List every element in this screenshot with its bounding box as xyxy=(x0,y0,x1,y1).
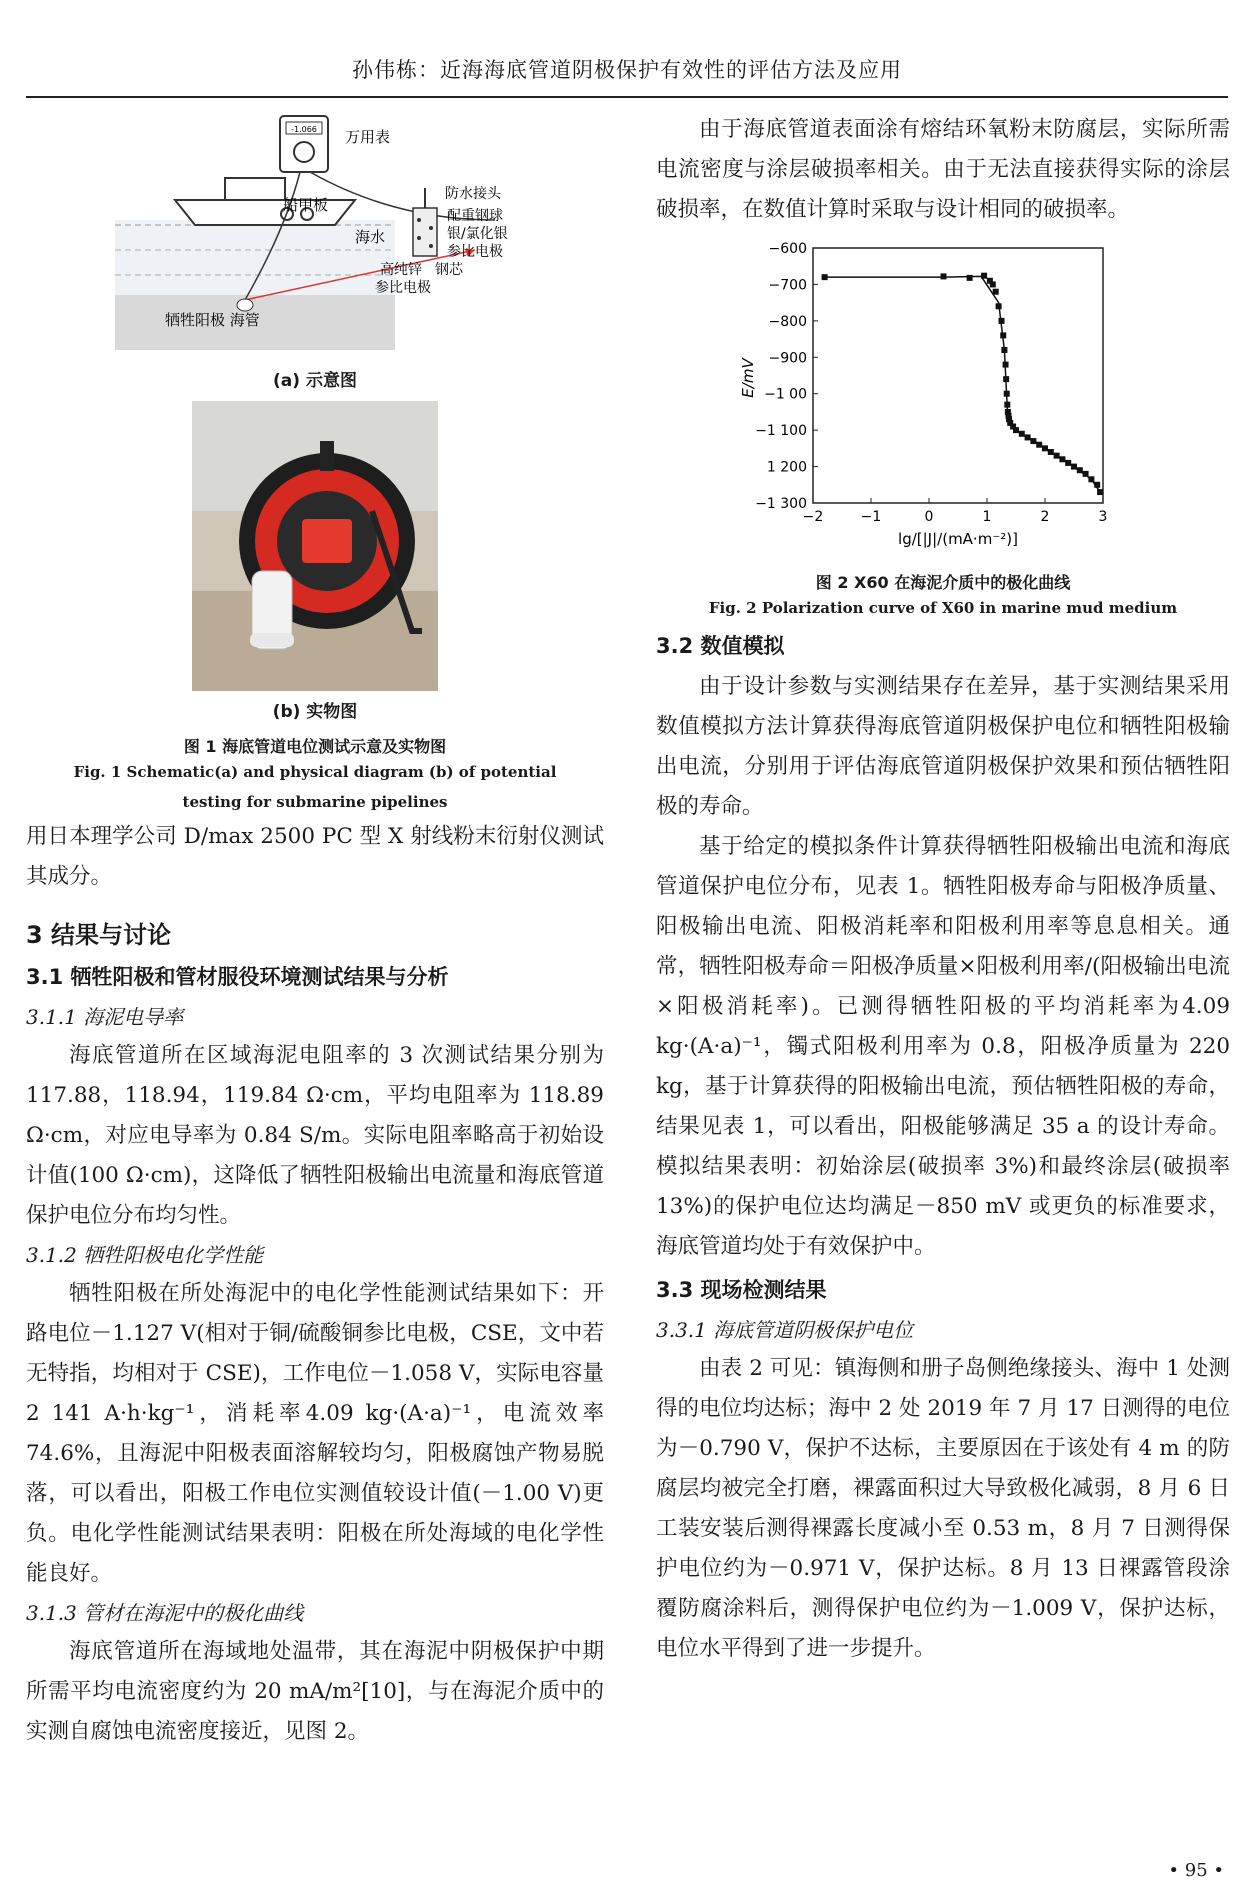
paragraph-coating: 由于海底管道表面涂有熔结环氧粉末防腐层，实际所需电流密度与涂层破损率相关。由于无法直接获得实际的涂层破损率，在数值计算时采取与设计相同的破损率。 xyxy=(656,117,1230,222)
figure1-caption-cn: 图 1 海底管道电位测试示意及实物图 xyxy=(183,737,447,756)
figure1-caption-en-2: testing for submarine pipelines xyxy=(182,793,448,811)
x-tick-label: −1 xyxy=(860,509,882,525)
polarization-line xyxy=(825,276,1101,492)
data-point xyxy=(941,273,947,279)
figure1-caption-en-1: Fig. 1 Schematic(a) and physical diagram (b) of potential xyxy=(73,763,557,781)
x-tick-label: −2 xyxy=(802,509,824,525)
x-tick-label: 2 xyxy=(1040,509,1050,525)
data-point xyxy=(1042,445,1048,451)
data-point xyxy=(1004,402,1010,408)
data-point xyxy=(1077,467,1083,473)
right-column xyxy=(656,110,1230,1669)
y-tick-label: −900 xyxy=(768,350,807,367)
label-seawater: 海水 xyxy=(355,228,386,246)
schematic-diagram xyxy=(55,110,575,360)
subcaption-b: (b) 实物图 xyxy=(272,702,358,722)
data-point xyxy=(999,318,1005,324)
label-agcl: 银/氯化银 xyxy=(447,226,508,242)
label-multimeter: 万用表 xyxy=(345,128,391,146)
y-tick-label: −1 100 xyxy=(755,423,807,440)
photo-cable-reel xyxy=(192,401,438,691)
data-point xyxy=(1048,449,1054,455)
data-point xyxy=(967,275,973,281)
label-ballast: 配重钢球 xyxy=(447,208,503,224)
header-rule xyxy=(26,96,1228,98)
data-point xyxy=(1054,453,1060,459)
data-point xyxy=(993,289,999,295)
figure2-caption-cn: 图 2 X60 在海泥介质中的极化曲线 xyxy=(815,573,1071,592)
paragraph-3-3-1: 由表 2 可见：镇海侧和册子岛侧绝缘接头、海中 1 处测得的电位均达标；海中 2 处 2019 年 7 月 17 日测得的电位为－0.790 V，保护不达标，主要原因在于该处有 4 m 的防腐层均被完全打磨，裸露面积过大导致极化减弱，8 月 6 日工装安装后测得裸露长度减小至 0.53 m，8 月 7 日测得保护电位约为－0.971 V，保护达标。8 月 13 日裸露管段涂覆防腐涂料后，测得保护电位约为－1.009 V，保护达标，电位水平得到了进一步提升。 xyxy=(656,1356,1230,1661)
section-3-1-1-heading: 3.1.1 海泥电导率 xyxy=(26,1005,184,1029)
data-point xyxy=(1094,482,1100,488)
y-tick-label: −1 00 xyxy=(764,386,807,403)
label-deck: 船甲板 xyxy=(283,196,329,214)
section-3-3-1-heading: 3.3.1 海底管道阴极保护电位 xyxy=(656,1318,914,1342)
label-zinc: 高纯锌 xyxy=(380,262,422,278)
x-tick-label: 0 xyxy=(924,509,934,525)
data-point xyxy=(1059,456,1065,462)
label-ref-electrode: 参比电极 xyxy=(447,244,503,260)
data-point xyxy=(1030,438,1036,444)
paragraph-3-1-2: 牺牲阳极在所处海泥中的电化学性能测试结果如下：开路电位－1.127 V(相对于铜/硫酸铜参比电极，CSE，文中若无特指，均相对于 CSE)，工作电位－1.058 V，实际电容量 2 141 A·h·kg⁻¹，消耗率4.09 kg·(A·a)⁻¹，电流效率 74.6%，且海泥中阳极表面溶解较均匀，阳极腐蚀产物易脱落，可以看出，阳极工作电位实测值较设计值(－1.00 V)更负。电化学性能测试结果表明：阳极在所处海域的电化学性能良好。 xyxy=(26,1281,604,1586)
data-point xyxy=(1001,347,1007,353)
x-axis-label: lg/[|J|/(mA·m⁻²)] xyxy=(898,530,1018,548)
section-3-1-3-heading: 3.1.3 管材在海泥中的极化曲线 xyxy=(26,1601,304,1625)
section-3-heading: 3 结果与讨论 xyxy=(26,921,172,949)
data-point xyxy=(822,274,828,280)
paragraph-continued: 用日本理学公司 D/max 2500 PC 型 X 射线粉末衍射仪测试其成分。 xyxy=(26,824,604,889)
data-point xyxy=(1025,434,1031,440)
y-axis-label: E/mV xyxy=(739,358,757,398)
plot-frame xyxy=(813,248,1103,503)
x-tick-label: 3 xyxy=(1098,509,1108,525)
multimeter-display: -1.066 xyxy=(291,125,317,134)
x-tick-label: 1 xyxy=(982,509,992,525)
figure-2 xyxy=(656,238,1230,623)
y-tick-label: −600 xyxy=(768,241,807,257)
left-column xyxy=(26,110,604,1752)
label-waterproof: 防水接头 xyxy=(445,186,501,202)
subcaption-a: (a) 示意图 xyxy=(273,371,357,391)
paragraph-3-1-3: 海底管道所在海域地处温带，其在海泥中阴极保护中期所需平均电流密度约为 20 mA/m²[10]，与在海泥介质中的实测自腐蚀电流密度接近，见图 2。 xyxy=(26,1639,604,1744)
running-header: 孙伟栋：近海海底管道阴极保护有效性的评估方法及应用 xyxy=(352,58,902,82)
label-anode-pipe: 牺牲阳极 海管 xyxy=(165,311,260,329)
figure-1 xyxy=(26,110,604,817)
section-3-2-heading: 3.2 数值模拟 xyxy=(656,634,785,658)
data-point xyxy=(1000,332,1006,338)
data-point xyxy=(1013,427,1019,433)
data-point xyxy=(1003,362,1009,368)
paragraph-3-2-a: 由于设计参数与实测结果存在差异，基于实测结果采用数值模拟方法计算获得海底管道阴极保护电位和牺牲阳极输出电流，分别用于评估海底管道阴极保护效果和预估牺牲阳极的寿命。 xyxy=(656,674,1230,819)
label-ref-electrode-2: 参比电极 xyxy=(375,280,431,296)
data-point xyxy=(1019,431,1025,437)
data-point xyxy=(990,281,996,287)
data-point xyxy=(1004,391,1010,397)
section-3-3-heading: 3.3 现场检测结果 xyxy=(656,1278,827,1302)
data-point xyxy=(1083,471,1089,477)
label-steel-core: 钢芯 xyxy=(435,262,463,278)
data-point xyxy=(981,273,987,279)
data-point xyxy=(1097,489,1103,495)
data-point xyxy=(1065,460,1071,466)
polarization-chart xyxy=(723,238,1163,558)
data-point xyxy=(1036,442,1042,448)
data-point xyxy=(1071,464,1077,470)
figure2-caption-en: Fig. 2 Polarization curve of X60 in marine mud medium xyxy=(708,599,1178,617)
data-point xyxy=(1003,376,1009,382)
y-tick-label: −1 300 xyxy=(755,496,807,512)
y-tick-label: 1 200 xyxy=(766,459,807,476)
paragraph-3-2-b: 基于给定的模拟条件计算获得牺牲阳极输出电流和海底管道保护电位分布，见表 1。牺牲阳极寿命与阳极净质量、阳极输出电流、阳极消耗率和阳极利用率等息息相关。通常，牺牲阳极寿命＝阳极净质量×阳极利用率/(阳极输出电流×阳极消耗率)。已测得牺牲阳极的平均消耗率为4.09 kg·(A·a)⁻¹，镯式阳极利用率为 0.8，阳极净质量为 220 kg，基于计算获得的阳极输出电流，预估牺牲阳极的寿命，结果见表 1，可以看出，阳极能够满足 35 a 的设计寿命。模拟结果表明：初始涂层(破损率 3%)和最终涂层(破损率 13%)的保护电位达均满足－850 mV 或更负的标准要求，海底管道均处于有效保护中。 xyxy=(656,834,1230,1259)
data-point xyxy=(996,303,1002,309)
section-3-1-2-heading: 3.1.2 牺牲阳极电化学性能 xyxy=(26,1243,264,1267)
y-tick-label: −700 xyxy=(768,277,807,294)
section-3-1-heading: 3.1 牺牲阳极和管材服役环境测试结果与分析 xyxy=(26,965,449,989)
data-point xyxy=(1088,476,1094,482)
page-number: • 95 • xyxy=(1168,1860,1224,1881)
y-tick-label: −800 xyxy=(768,313,807,330)
paragraph-3-1-1: 海底管道所在区域海泥电阻率的 3 次测试结果分别为 117.88，118.94，119.84 Ω·cm，平均电阻率为 118.89 Ω·cm，对应电导率为 0.84 S/m。实际电阻率略高于初始设计值(100 Ω·cm)，这降低了牺牲阳极输出电流量和海底管道保护电位分布均匀性。 xyxy=(26,1043,604,1228)
